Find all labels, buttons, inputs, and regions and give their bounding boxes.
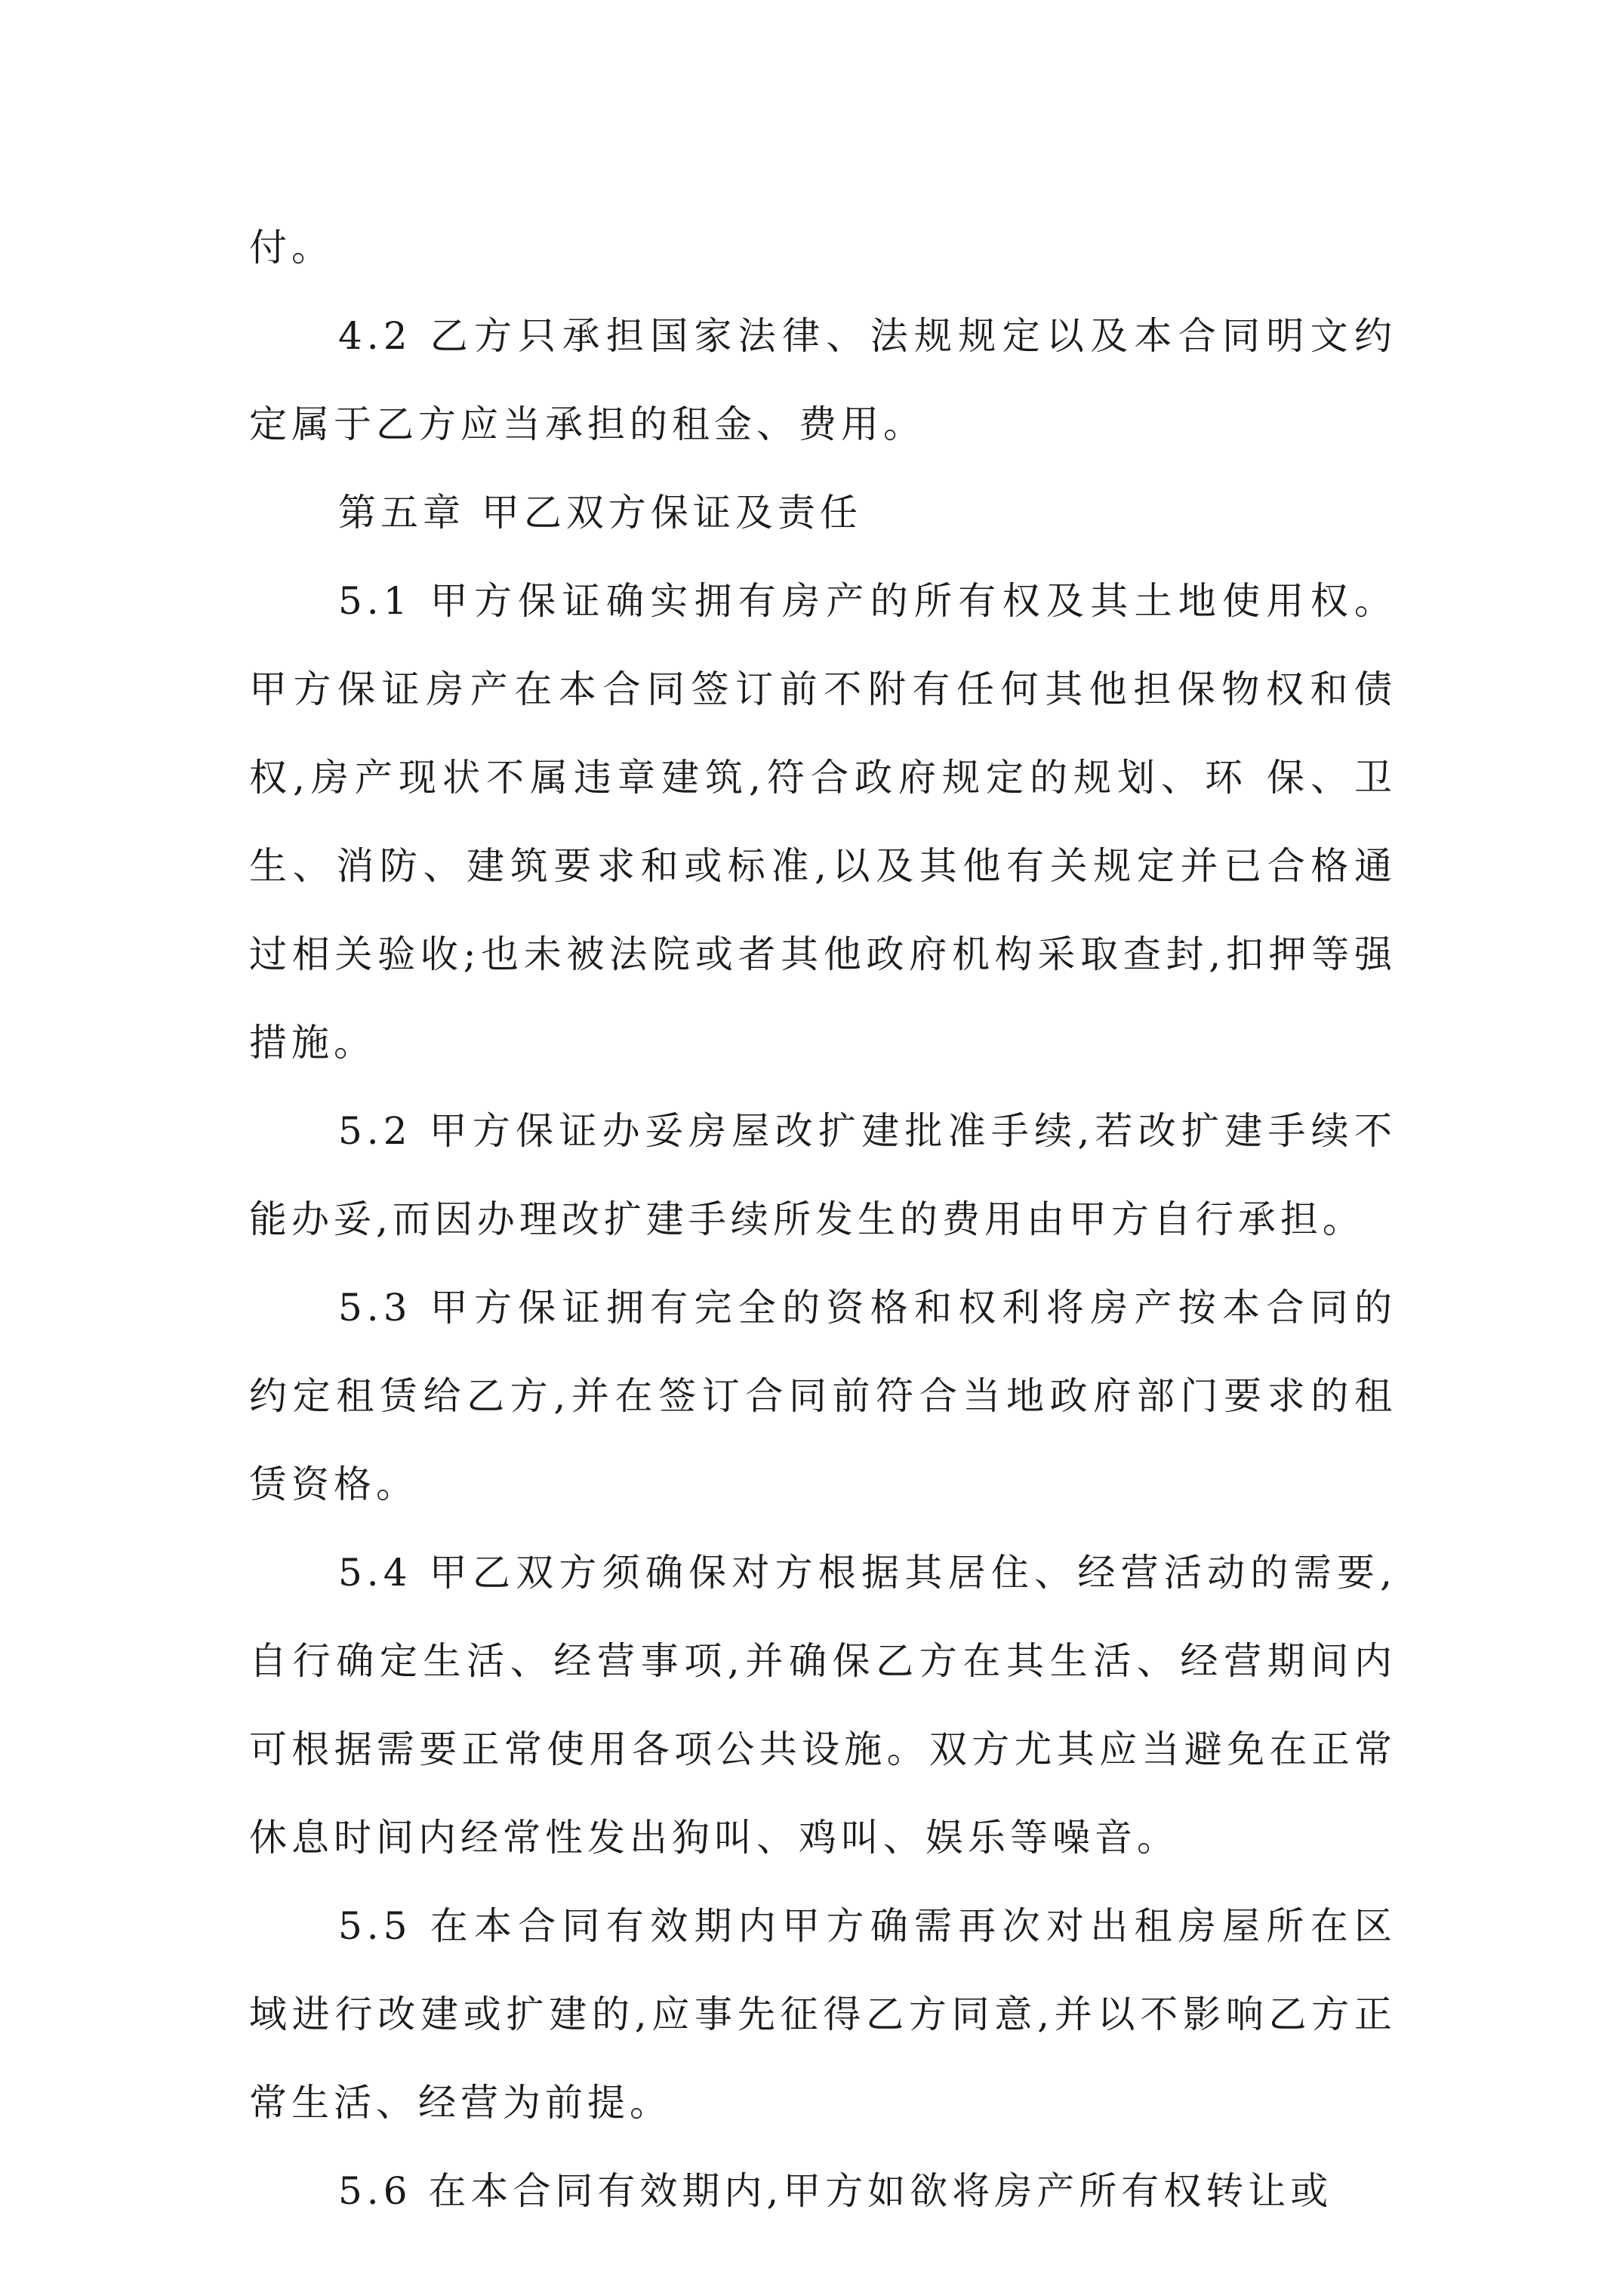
paragraph-clause-5-5: 5.5 在本合同有效期内甲方确需再次对出租房屋所在区域进行改建或扩建的,应事先征得乙方同意,并以不影响乙方正常生活、经营为前提。: [249, 1904, 1397, 2125]
paragraph-clause-5-1: 5.1 甲方保证确实拥有房产的所有权及其土地使用权。甲方保证房产在本合同签订前不附有任何其他担保物权和债权,房产现状不属违章建筑,符合政府规定的规划、环 保、卫生、消防、建筑要求和或标准,以及其他有关规定并已合格通过相关验收;也未被法院或者其他政府机构采取查封,扣押等强措施。: [249, 579, 1397, 1065]
chapter-heading: 第五章 甲乙双方保证及责任: [338, 491, 862, 535]
paragraph-clause-5-4: 5.4 甲乙双方须确保对方根据其居住、经营活动的需要,自行确定生活、经营事项,并确保乙方在其生活、经营期间内可根据需要正常使用各项公共设施。双方尤其应当避免在正常休息时间内经常性发出狗叫、鸡叫、娱乐等噪音。: [249, 1551, 1397, 1860]
paragraph-clause-5-6: 5.6 在本合同有效期内,甲方如欲将房产所有权转让或: [338, 2169, 1333, 2213]
contract-body: [249, 204, 1397, 2236]
paragraph-continuation: 付。: [249, 226, 334, 270]
paragraph-clause-5-2: 5.2 甲方保证办妥房屋改扩建批准手续,若改扩建手续不能办妥,而因办理改扩建手续所发生的费用由甲方自行承担。: [249, 1109, 1397, 1241]
paragraph-clause-4-2: 4.2 乙方只承担国家法律、法规规定以及本合同明文约定属于乙方应当承担的租金、费用。: [249, 314, 1397, 446]
paragraph-clause-5-3: 5.3 甲方保证拥有完全的资格和权利将房产按本合同的约定租赁给乙方,并在签订合同前符合当地政府部门要求的租赁资格。: [249, 1286, 1397, 1506]
